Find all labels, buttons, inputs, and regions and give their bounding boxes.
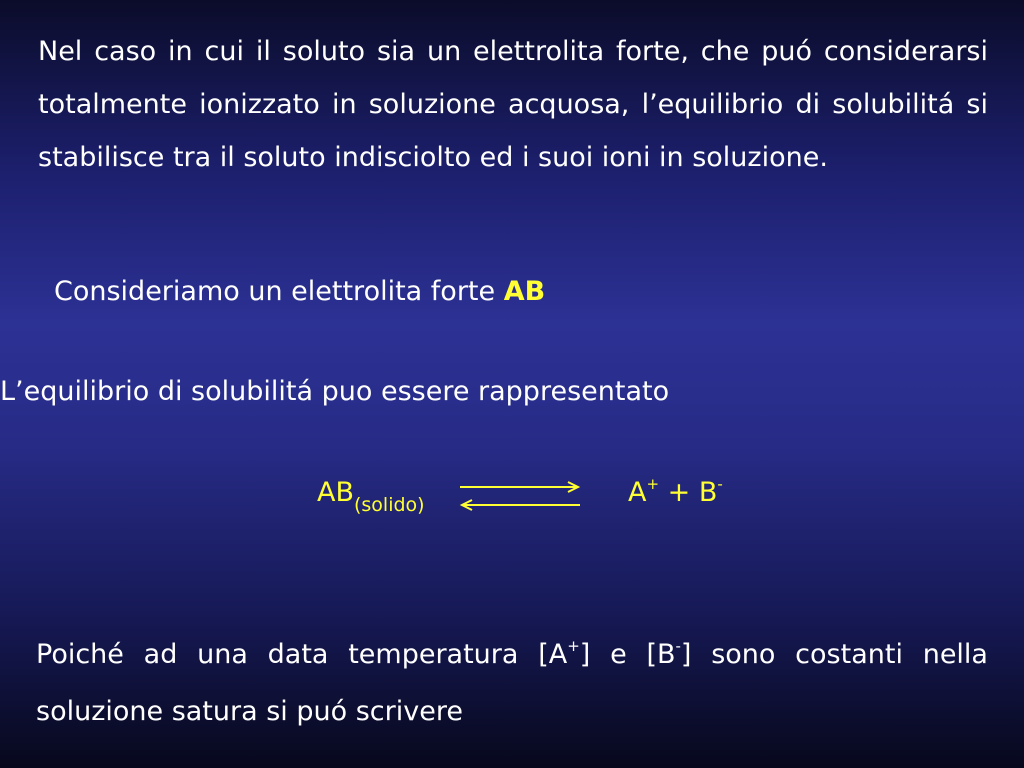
paragraph4-part2: ] e [B [579,639,676,670]
paragraph-consider-text: Consideriamo un elettrolita forte [54,276,504,307]
equation-plus: + [659,477,699,508]
paragraph-equilibrium-represented: L’equilibrio di solubilitá puo essere rappresentato [0,376,670,407]
equation-a: A [628,477,647,508]
equation-b: B [698,477,718,508]
paragraph4-charge-minus: - [675,637,681,655]
equation-ab: AB [317,477,354,508]
highlight-ab: AB [503,276,546,307]
equation-solid-subscript: (solido) [354,494,425,516]
equation-left-side [317,477,425,516]
equilibrium-arrows-icon [458,478,582,514]
paragraph-consider-ab [54,267,545,317]
paragraph-electrolyte-intro: Nel caso in cui il soluto sia un elettrolita forte, che puó considerarsi totalmente ionizzato in soluzione acquosa, l’equilibrio di solubilitá si stabilisce tra il soluto indisciolto ed i suoi ioni in soluzione. [38,36,988,173]
equation-b-charge: - [717,475,723,493]
equation-a-charge: + [646,475,660,493]
paragraph4-part1: Poiché ad una data temperatura [A [36,639,568,670]
paragraph4-part3: ] sono costanti nella soluzione satura si puó scrivere [36,639,988,727]
paragraph4-charge-plus: + [567,637,580,655]
equation-right-side [628,477,723,508]
paragraph-constant-concentrations [36,628,988,738]
